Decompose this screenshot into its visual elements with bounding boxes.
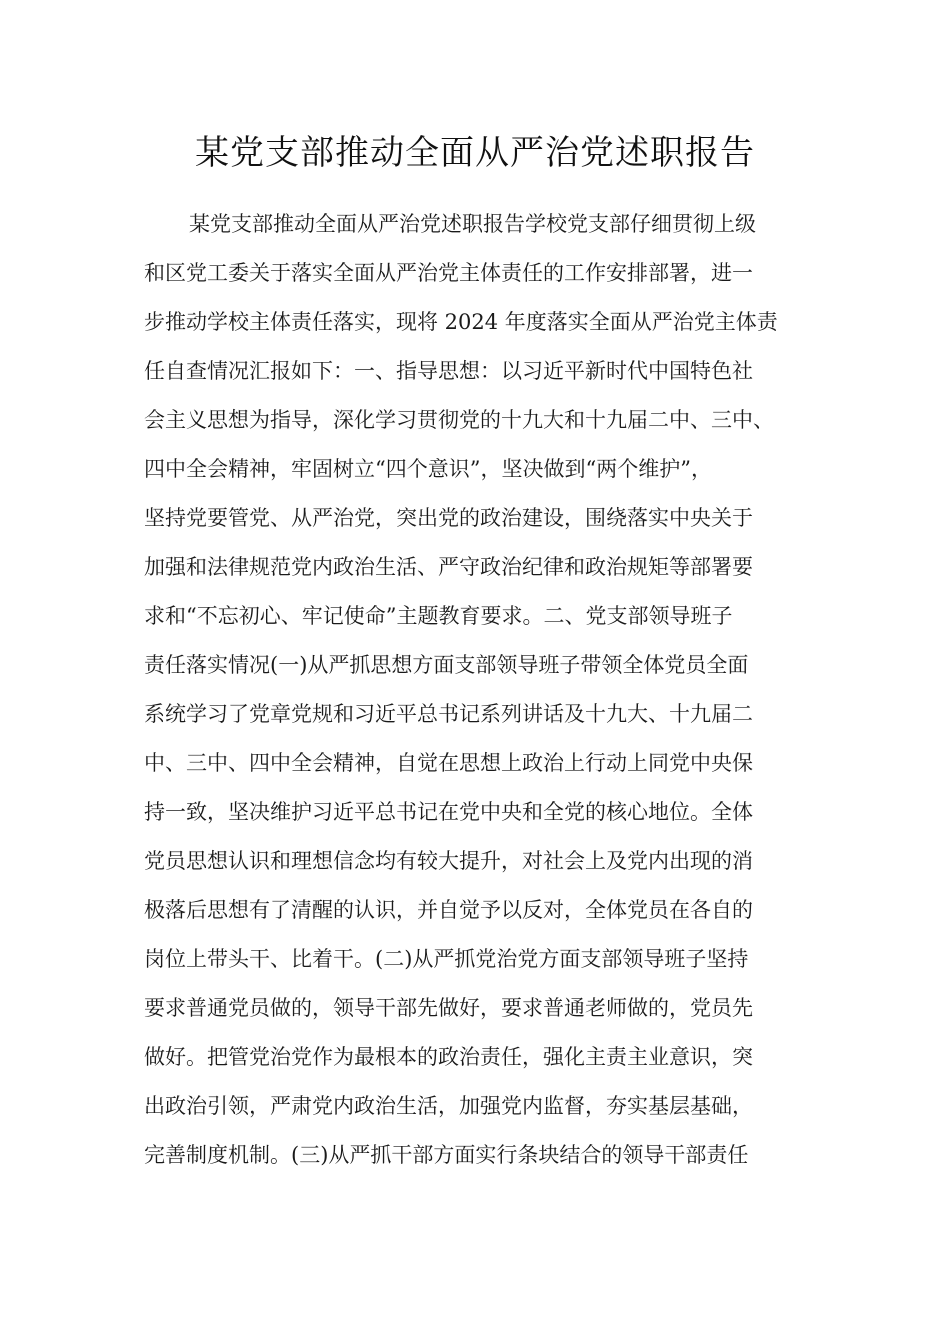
body-line: 岗位上带头干、比着干。(二)从严抓党治党方面支部领导班子坚持: [144, 947, 749, 971]
body-line: 求和“不忘初心、牢记使命”主题教育要求。二、党支部领导班子: [144, 604, 733, 628]
body-line: 持一致，坚决维护习近平总书记在党中央和全党的核心地位。全体: [144, 800, 753, 824]
body-line: 某党支部推动全面从严治党述职报告学校党支部仔细贯彻上级: [189, 212, 756, 236]
body-line: 加强和法律规范党内政治生活、严守政治纪律和政治规矩等部署要: [144, 555, 753, 579]
body-line: 任自查情况汇报如下：一、指导思想：以习近平新时代中国特色社: [144, 359, 753, 383]
body-line: 系统学习了党章党规和习近平总书记系列讲话及十九大、十九届二: [144, 702, 753, 726]
body-line: 会主义思想为指导，深化学习贯彻党的十九大和十九届二中、三中、: [144, 408, 774, 432]
body-line: 四中全会精神，牢固树立“四个意识”，坚决做到“两个维护”，: [144, 457, 712, 481]
body-line: 出政治引领，严肃党内政治生活，加强党内监督，夯实基层基础，: [144, 1094, 753, 1118]
body-line: 坚持党要管党、从严治党，突出党的政治建设，围绕落实中央关于: [144, 506, 753, 530]
document-title: 某党支部推动全面从严治党述职报告: [195, 133, 755, 173]
body-line: 极落后思想有了清醒的认识，并自觉予以反对，全体党员在各自的: [144, 898, 753, 922]
body-line: 党员思想认识和理想信念均有较大提升，对社会上及党内出现的消: [144, 849, 753, 873]
body-line: 做好。把管党治党作为最根本的政治责任，强化主责主业意识，突: [144, 1045, 753, 1069]
body-line: 步推动学校主体责任落实，现将 2024 年度落实全面从严治党主体责: [144, 310, 778, 334]
document-body: [144, 200, 824, 1180]
body-line: 和区党工委关于落实全面从严治党主体责任的工作安排部署，进一: [144, 261, 753, 285]
body-line: 完善制度机制。(三)从严抓干部方面实行条块结合的领导干部责任: [144, 1143, 749, 1167]
body-line: 责任落实情况(一)从严抓思想方面支部领导班子带领全体党员全面: [144, 653, 749, 677]
body-line: 中、三中、四中全会精神，自觉在思想上政治上行动上同党中央保: [144, 751, 753, 775]
body-line: 要求普通党员做的，领导干部先做好，要求普通老师做的，党员先: [144, 996, 753, 1020]
